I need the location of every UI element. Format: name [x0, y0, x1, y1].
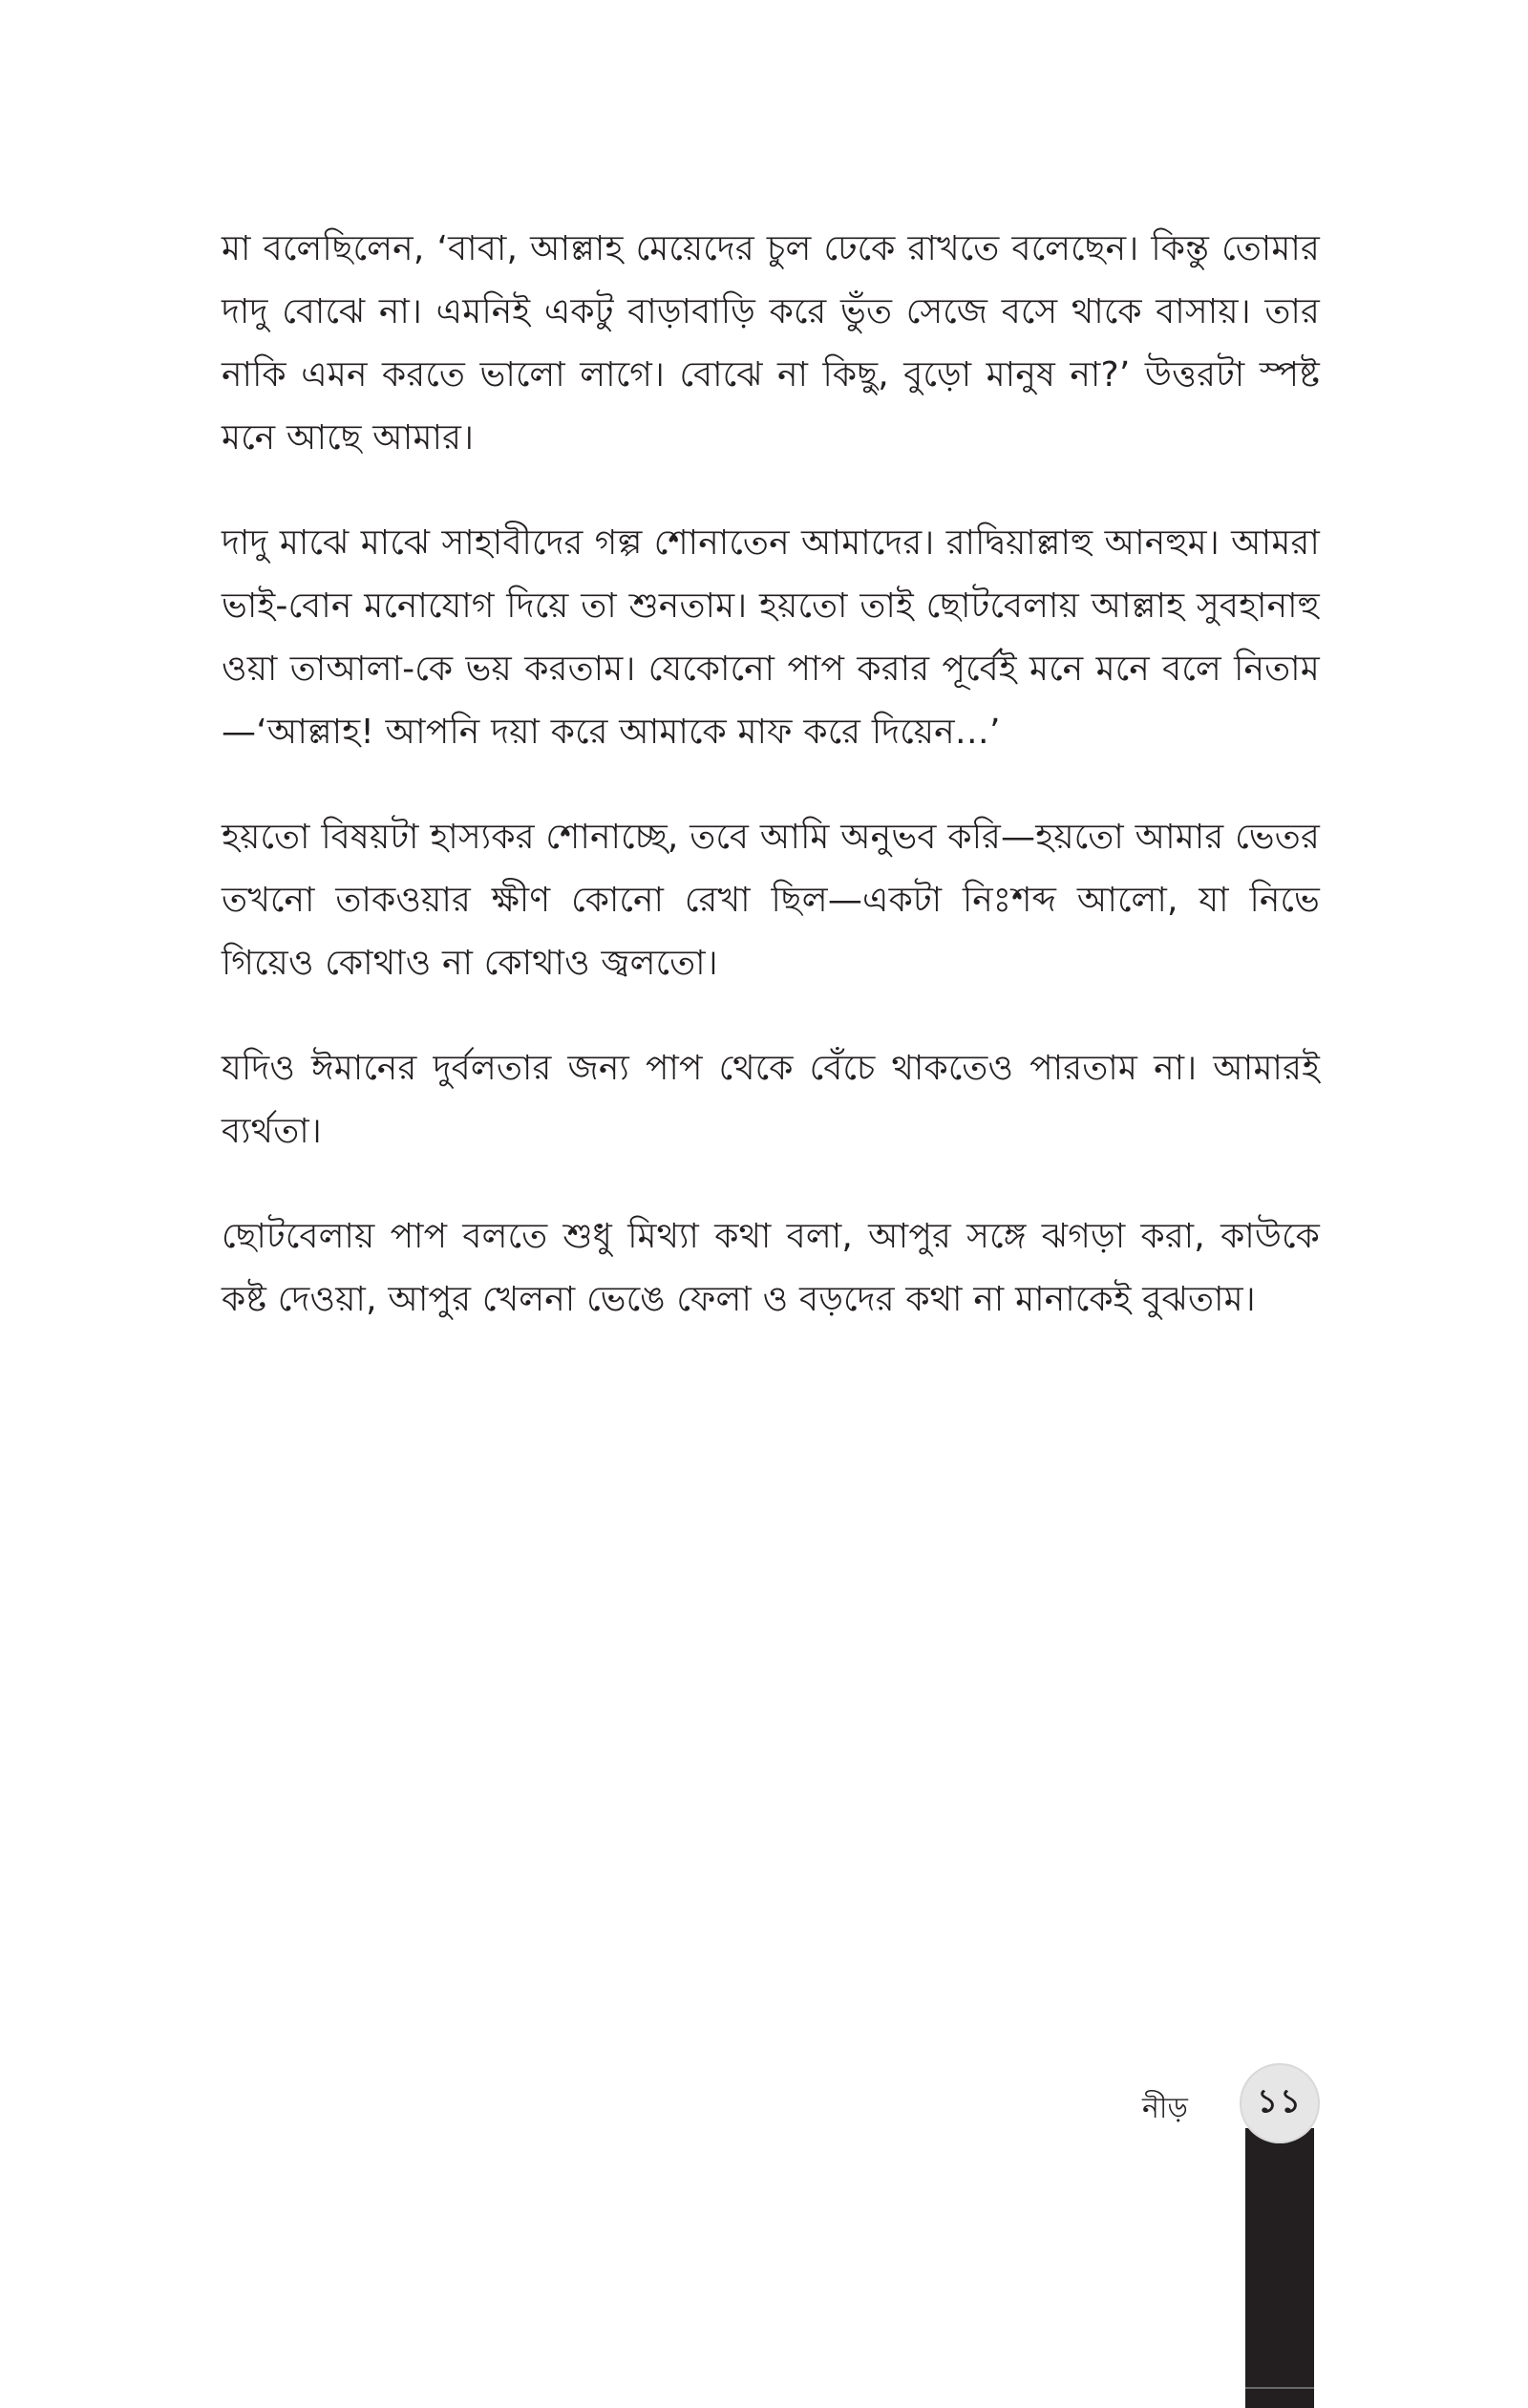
paragraph-4: যদিও ঈমানের দুর্বলতার জন্য পাপ থেকে বেঁচে থাকতেও পারতাম না। আমারই ব্যর্থতা। — [222, 1049, 1320, 1151]
page-edge-tab — [1245, 2128, 1314, 2408]
paragraph-3: হয়তো বিষয়টা হাস্যকর শোনাচ্ছে, তবে আমি অনুভব করি—হয়তো আমার ভেতর তখনো তাকওয়ার ক্ষীণ কোনো রেখা ছিল—একটা নিঃশব্দ আলো, যা নিভে গিয়েও কোথাও না কোথাও জ্বলতো। — [222, 818, 1320, 983]
page-number-badge: ১১ — [1240, 2063, 1320, 2143]
page-edge-divider — [1245, 2387, 1314, 2389]
paragraph-5: ছোটবেলায় পাপ বলতে শুধু মিথ্যা কথা বলা, আপুর সঙ্গে ঝগড়া করা, কাউকে কষ্ট দেওয়া, আপুর খেলনা ভেঙে ফেলা ও বড়দের কথা না মানাকেই বুঝতাম। — [222, 1217, 1320, 1319]
page-body — [222, 218, 1320, 1374]
paragraph-2: দাদু মাঝে মাঝে সাহাবীদের গল্প শোনাতেন আমাদের। রাদ্বিয়াল্লাহু আনহুম। আমরা ভাই-বোন মনোযোগ দিয়ে তা শুনতাম। হয়তো তাই ছোটবেলায় আল্লাহ সুবহানাহু ওয়া তাআলা-কে ভয় করতাম। যেকোনো পাপ করার পূর্বেই মনে মনে বলে নিতাম—‘আল্লাহ! আপনি দয়া করে আমাকে মাফ করে দিয়েন…’ — [222, 523, 1320, 752]
paragraph-1: মা বলেছিলেন, ‘বাবা, আল্লাহ মেয়েদের চুল ঢেকে রাখতে বলেছেন। কিন্তু তোমার দাদু বোঝে না। এমনিই একটু বাড়াবাড়ি করে ভুঁত সেজে বসে থাকে বাসায়। তার নাকি এমন করতে ভালো লাগে। বোঝে না কিছু, বুড়ো মানুষ না?’ উত্তরটা স্পষ্ট মনে আছে আমার। — [222, 229, 1320, 458]
running-footer-title: নীড় — [1142, 2092, 1188, 2125]
